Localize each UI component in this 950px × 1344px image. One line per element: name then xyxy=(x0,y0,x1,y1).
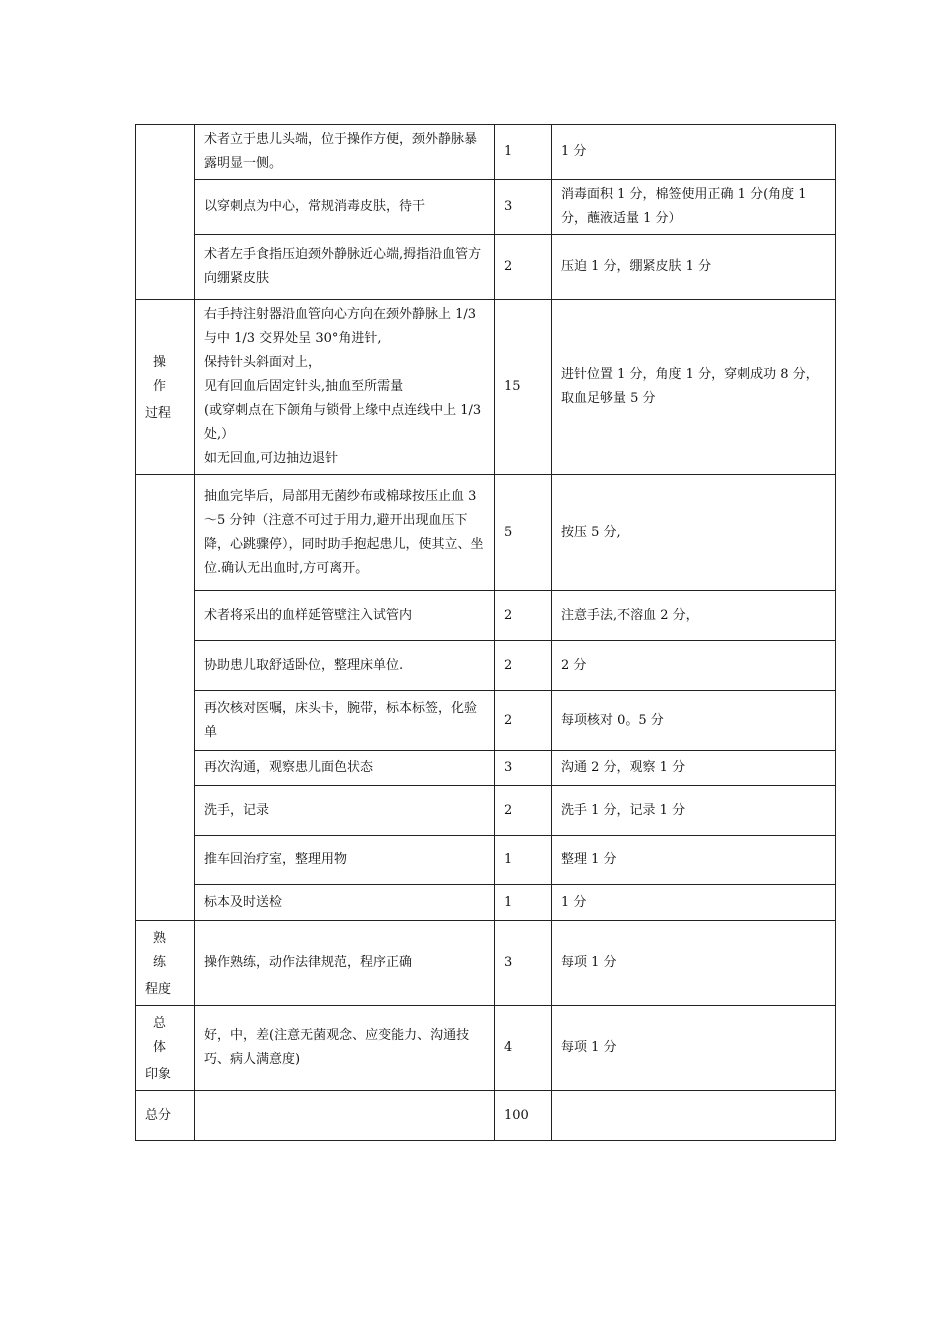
content-cell xyxy=(195,1091,495,1141)
content-cell: 抽血完毕后，局部用无菌纱布或棉球按压止血 3～5 分钟（注意不可过于用力,避开出现血压下降，心跳骤停），同时助手抱起患儿，使其立、坐位.确认无出血时,方可离开。 xyxy=(195,475,495,591)
table-row xyxy=(136,180,836,235)
score-cell: 2 xyxy=(495,641,552,691)
score-cell: 4 xyxy=(495,1006,552,1091)
criteria-cell: 2 分 xyxy=(552,641,836,691)
category-label-line2: 程度 xyxy=(145,982,172,997)
table-row xyxy=(136,836,836,885)
criteria-cell: 整理 1 分 xyxy=(552,836,836,885)
content-cell: 标本及时送检 xyxy=(195,885,495,921)
table-row xyxy=(136,751,836,786)
content-cell: 术者将采出的血样延管壁注入试管内 xyxy=(195,591,495,641)
content-cell: 洗手，记录 xyxy=(195,786,495,836)
content-cell: 术者立于患儿头端，位于操作方便，颈外静脉暴露明显一侧。 xyxy=(195,125,495,180)
criteria-cell: 每项 1 分 xyxy=(552,921,836,1006)
criteria-cell: 沟通 2 分，观察 1 分 xyxy=(552,751,836,786)
table-row xyxy=(136,591,836,641)
table-row xyxy=(136,235,836,300)
score-cell: 1 xyxy=(495,885,552,921)
criteria-cell: 每项 1 分 xyxy=(552,1006,836,1091)
score-cell: 100 xyxy=(495,1091,552,1141)
criteria-cell: 注意手法,不溶血 2 分， xyxy=(552,591,836,641)
table-row xyxy=(136,125,836,180)
score-cell: 3 xyxy=(495,921,552,1006)
content-cell: 操作熟练，动作法律规范，程序正确 xyxy=(195,921,495,1006)
criteria-cell: 每项核对 0。5 分 xyxy=(552,691,836,751)
category-label-line1: 总 体 xyxy=(153,1016,180,1055)
score-cell: 2 xyxy=(495,786,552,836)
table-row xyxy=(136,475,836,591)
table-row xyxy=(136,885,836,921)
criteria-cell xyxy=(552,1091,836,1141)
score-cell: 3 xyxy=(495,751,552,786)
category-label-line1: 熟 练 xyxy=(153,931,180,970)
criteria-cell: 1 分 xyxy=(552,885,836,921)
category-cell xyxy=(136,300,195,475)
content-cell: 右手持注射器沿血管向心方向在颈外静脉上 1/3 与中 1/3 交界处呈 30°角进针, 保持针头斜面对上， 见有回血后固定针头,抽血至所需量 (或穿刺点在下颌角与锁骨上缘中点连线中上 1/3 处,） 如无回血,可边抽边退针 xyxy=(195,300,495,475)
category-cell xyxy=(136,1006,195,1091)
table-row xyxy=(136,691,836,751)
criteria-cell: 压迫 1 分，绷紧皮肤 1 分 xyxy=(552,235,836,300)
category-cell xyxy=(136,125,195,300)
score-cell: 1 xyxy=(495,836,552,885)
content-cell: 推车回治疗室，整理用物 xyxy=(195,836,495,885)
score-cell: 2 xyxy=(495,691,552,751)
category-cell xyxy=(136,921,195,1006)
score-cell: 1 xyxy=(495,125,552,180)
category-label-line2: 过程 xyxy=(145,406,172,421)
table-row xyxy=(136,786,836,836)
content-cell: 术者左手食指压迫颈外静脉近心端,拇指沿血管方向绷紧皮肤 xyxy=(195,235,495,300)
content-cell: 以穿刺点为中心，常规消毒皮肤，待干 xyxy=(195,180,495,235)
score-cell: 2 xyxy=(495,591,552,641)
category-cell: 总分 xyxy=(136,1091,195,1141)
score-cell: 15 xyxy=(495,300,552,475)
category-label-line2: 印象 xyxy=(145,1067,172,1082)
criteria-cell: 消毒面积 1 分，棉签使用正确 1 分(角度 1 分，蘸液适量 1 分） xyxy=(552,180,836,235)
table-row xyxy=(136,1091,836,1141)
content-cell: 再次沟通，观察患儿面色状态 xyxy=(195,751,495,786)
scoring-table xyxy=(135,124,836,1141)
content-cell: 再次核对医嘱，床头卡，腕带，标本标签，化验单 xyxy=(195,691,495,751)
table-row xyxy=(136,300,836,475)
content-cell: 协助患儿取舒适卧位，整理床单位. xyxy=(195,641,495,691)
score-cell: 2 xyxy=(495,235,552,300)
criteria-cell: 1 分 xyxy=(552,125,836,180)
category-label-line1: 操 作 xyxy=(153,355,180,394)
table-row xyxy=(136,921,836,1006)
content-cell: 好，中，差(注意无菌观念、应变能力、沟通技巧、病人满意度) xyxy=(195,1006,495,1091)
category-cell xyxy=(136,475,195,921)
criteria-cell: 进针位置 1 分，角度 1 分，穿刺成功 8 分，取血足够量 5 分 xyxy=(552,300,836,475)
table-row xyxy=(136,641,836,691)
score-cell: 3 xyxy=(495,180,552,235)
criteria-cell: 洗手 1 分，记录 1 分 xyxy=(552,786,836,836)
score-cell: 5 xyxy=(495,475,552,591)
criteria-cell: 按压 5 分, xyxy=(552,475,836,591)
table-row xyxy=(136,1006,836,1091)
